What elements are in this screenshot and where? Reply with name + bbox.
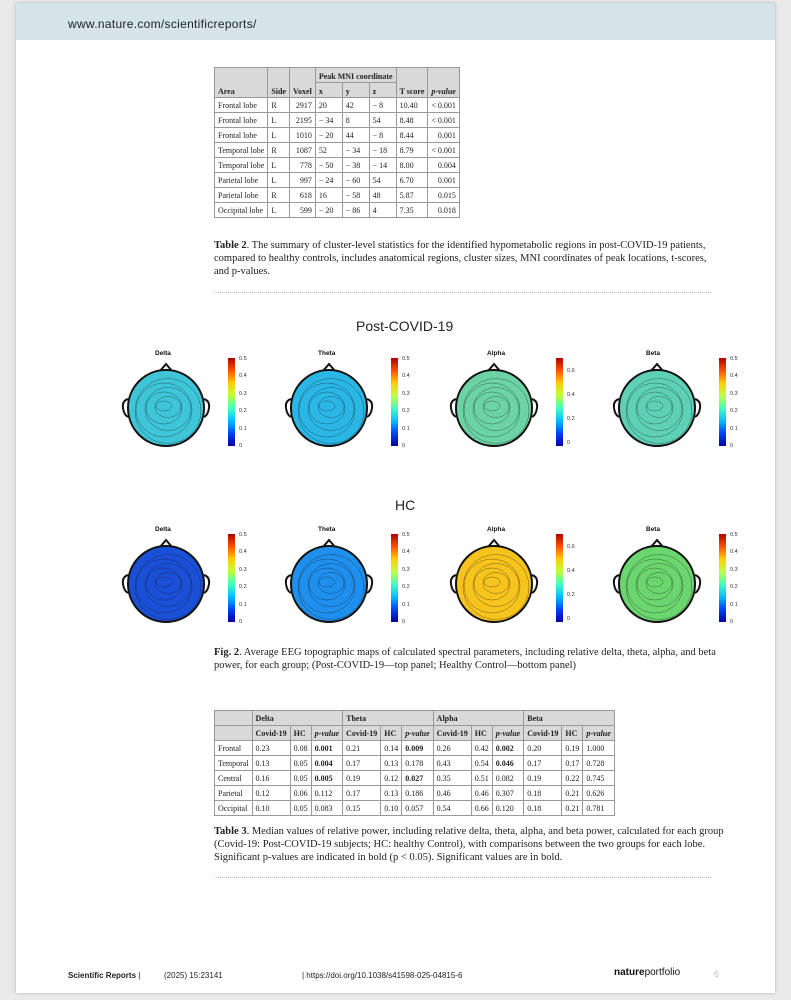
figure-2-caption: Fig. 2. Average EEG topographic maps of calculated spectral parameters, including relative delta, theta, alpha, and beta power, for each group; (Post-COVID-19—top panel; Healthy Control—bottom panel) [214, 647, 716, 671]
bottom-panel-title: HC [395, 497, 416, 513]
divider [214, 877, 711, 878]
colorbar-tick: 0.6 [567, 368, 575, 374]
band-label: Delta [155, 526, 171, 533]
table-row: Frontal lobe R 2917 20 42 − 8 10.40 < 0.001 [215, 98, 460, 113]
band-header: Alpha [433, 711, 524, 726]
table-row: Frontal lobe L 2195 − 34 8 54 8.48 < 0.001 [215, 113, 460, 128]
header-url[interactable]: www.nature.com/scientificreports/ [68, 17, 257, 31]
colorbar-tick: 0.2 [730, 584, 738, 590]
col-header: Voxel [289, 68, 315, 98]
table-row: Temporal lobe R 1087 52 − 34 − 18 8.79 < 0.001 [215, 143, 460, 158]
group-header: Peak MNI coordinate [315, 68, 396, 83]
footer-journal: Scientific Reports | [68, 971, 141, 980]
post-covid-beta-topomap [602, 350, 752, 460]
colorbar-tick: 0.2 [402, 584, 410, 590]
colorbar-tick: 0 [567, 616, 571, 622]
colorbar-tick: 0.3 [730, 567, 738, 573]
colorbar-tick: 0.3 [402, 391, 410, 397]
colorbar-tick: 0.2 [239, 584, 247, 590]
colorbar-tick: 0.4 [239, 549, 247, 555]
colorbar-tick: 0.3 [402, 567, 410, 573]
colorbar-tick: 0.2 [402, 408, 410, 414]
colorbar [391, 534, 398, 622]
table-2 [214, 67, 460, 218]
band-header: Theta [343, 711, 434, 726]
table-row: Parietal 0.12 0.06 0.112 0.17 0.13 0.186 0.46 0.46 0.307 0.18 0.21 0.626 [215, 786, 615, 801]
colorbar-tick: 0.5 [239, 356, 247, 362]
colorbar [556, 534, 563, 622]
colorbar [228, 534, 235, 622]
colorbar-tick: 0.4 [567, 392, 575, 398]
colorbar-tick: 0.2 [567, 592, 575, 598]
colorbar-tick: 0.2 [730, 408, 738, 414]
colorbar-tick: 0 [402, 619, 406, 625]
band-label: Delta [155, 350, 171, 357]
table-row: Temporal lobe L 778 − 50 − 38 − 14 8.00 0.004 [215, 158, 460, 173]
footer-doi[interactable]: | https://doi.org/10.1038/s41598-025-04815-6 [302, 971, 463, 980]
colorbar [391, 358, 398, 446]
colorbar-tick: 0.1 [239, 602, 247, 608]
table-3-caption: Table 3. Median values of relative power, including relative delta, theta, alpha, and beta power, calculated for each group (Covid-19: Post-COVID-19 subjects; HC: healthy Control), with comparisons between the two groups for each lobe. Significant p-values are indicated in bold (p < 0.05). Significant values are in bold. [214, 826, 724, 863]
colorbar-tick: 0 [239, 619, 243, 625]
hc-theta-topomap [274, 526, 424, 636]
band-label: Beta [646, 526, 661, 533]
colorbar-tick: 0.5 [239, 532, 247, 538]
col-header: T score [396, 68, 428, 98]
footer-citation: (2025) 15:23141 [164, 971, 223, 980]
colorbar [719, 534, 726, 622]
colorbar-tick: 0 [239, 443, 243, 449]
colorbar-tick: 0.1 [239, 426, 247, 432]
col-header: p-value [428, 68, 460, 98]
colorbar [556, 358, 563, 446]
colorbar-tick: 0 [567, 440, 571, 446]
hc-beta-topomap [602, 526, 752, 636]
colorbar-tick: 0.5 [402, 356, 410, 362]
post-covid-delta-topomap [111, 350, 261, 460]
colorbar-tick: 0.1 [730, 602, 738, 608]
colorbar-tick: 0.4 [402, 373, 410, 379]
colorbar [228, 358, 235, 446]
colorbar-tick: 0 [730, 619, 734, 625]
figure-2 [111, 315, 751, 637]
col-header: Area [215, 68, 268, 98]
colorbar-tick: 0.3 [239, 567, 247, 573]
colorbar-tick: 0.4 [402, 549, 410, 555]
post-covid-alpha-topomap [439, 350, 589, 460]
colorbar-tick: 0.3 [239, 391, 247, 397]
table-row: Frontal 0.23 0.08 0.001 0.21 0.14 0.009 0.26 0.42 0.002 0.20 0.19 1.000 [215, 741, 615, 756]
col-header: y [342, 83, 369, 98]
colorbar-tick: 0.1 [402, 602, 410, 608]
band-header: Delta [252, 711, 343, 726]
colorbar-tick: 0.2 [239, 408, 247, 414]
colorbar-tick: 0.2 [567, 416, 575, 422]
band-label: Alpha [487, 526, 506, 533]
colorbar-tick: 0.4 [567, 568, 575, 574]
nature-portfolio-logo: natureportfolio [614, 967, 681, 978]
colorbar-tick: 0.3 [730, 391, 738, 397]
table-row: Temporal 0.13 0.05 0.004 0.17 0.13 0.178 0.43 0.54 0.046 0.17 0.17 0.728 [215, 756, 615, 771]
colorbar-tick: 0.5 [730, 356, 738, 362]
hc-alpha-topomap [439, 526, 589, 636]
header-band [16, 3, 775, 40]
band-label: Theta [318, 526, 336, 533]
colorbar-tick: 0 [730, 443, 734, 449]
colorbar-tick: 0.1 [402, 426, 410, 432]
colorbar-tick: 0.6 [567, 544, 575, 550]
top-panel-title: Post-COVID-19 [356, 318, 454, 334]
colorbar-tick: 0.4 [730, 549, 738, 555]
colorbar-tick: 0.4 [239, 373, 247, 379]
table-row: Central 0.16 0.05 0.005 0.19 0.12 0.027 0.35 0.51 0.082 0.19 0.22 0.745 [215, 771, 615, 786]
colorbar [719, 358, 726, 446]
document-page [16, 3, 775, 993]
divider [214, 292, 711, 293]
table-2-caption: Table 2. The summary of cluster-level statistics for the identified hypometabolic regions in post-COVID-19 patients, compared to healthy controls, includes anatomical regions, cluster sizes, MNI coordinates of peak locations, t-scores, and p-values. [214, 240, 707, 277]
col-header: Side [268, 68, 290, 98]
page-number: 6 [714, 969, 720, 979]
band-header: Beta [524, 711, 615, 726]
colorbar-tick: 0.5 [402, 532, 410, 538]
colorbar-tick: 0.4 [730, 373, 738, 379]
band-label: Alpha [487, 350, 506, 357]
table-row: Parietal lobe L 997 − 24 − 60 54 6.70 0.001 [215, 173, 460, 188]
colorbar-tick: 0.5 [730, 532, 738, 538]
table-row: Parietal lobe R 618 16 − 58 48 5.87 0.015 [215, 188, 460, 203]
colorbar-tick: 0.1 [730, 426, 738, 432]
col-header: z [369, 83, 396, 98]
col-header: x [315, 83, 342, 98]
hc-delta-topomap [111, 526, 261, 636]
table-row: Occipital lobe L 599 − 20 − 86 4 7.35 0.018 [215, 203, 460, 218]
band-label: Theta [318, 350, 336, 357]
table-row: Frontal lobe L 1010 − 20 44 − 8 8.44 0.001 [215, 128, 460, 143]
post-covid-theta-topomap [274, 350, 424, 460]
table-row: Occipital 0.10 0.05 0.083 0.15 0.10 0.057 0.54 0.66 0.120 0.18 0.21 0.781 [215, 801, 615, 816]
table-3: Delta Theta Alpha Beta Covid-19 HC p-value Covid-19 HC p-value Covid-19 HC p-value Covid-19 HC p-value Frontal 0.23 0.08 0.001 0.21 0.14 0.009 0.26 0.42 0.002 0.20 0.19 1.000 Temporal 0.13 0.05 0.004 0.17 0.13 0.178 0.43 0.54 0.046 0.17 0.17 0.728 Central 0.16 0.05 0.005 0.19 0.12 0.027 0.35 0.51 0.082 0.19 0.22 0.745 Parietal 0.12 0.06 0.112 0.17 0.13 0.186 0.46 0.46 0.307 0.18 0.21 0.626 Occipital 0.10 0.05 0.083 0.15 0.10 0.057 0.54 0.66 0.120 0.18 0.21 0.781 [214, 710, 615, 816]
band-label: Beta [646, 350, 661, 357]
colorbar-tick: 0 [402, 443, 406, 449]
